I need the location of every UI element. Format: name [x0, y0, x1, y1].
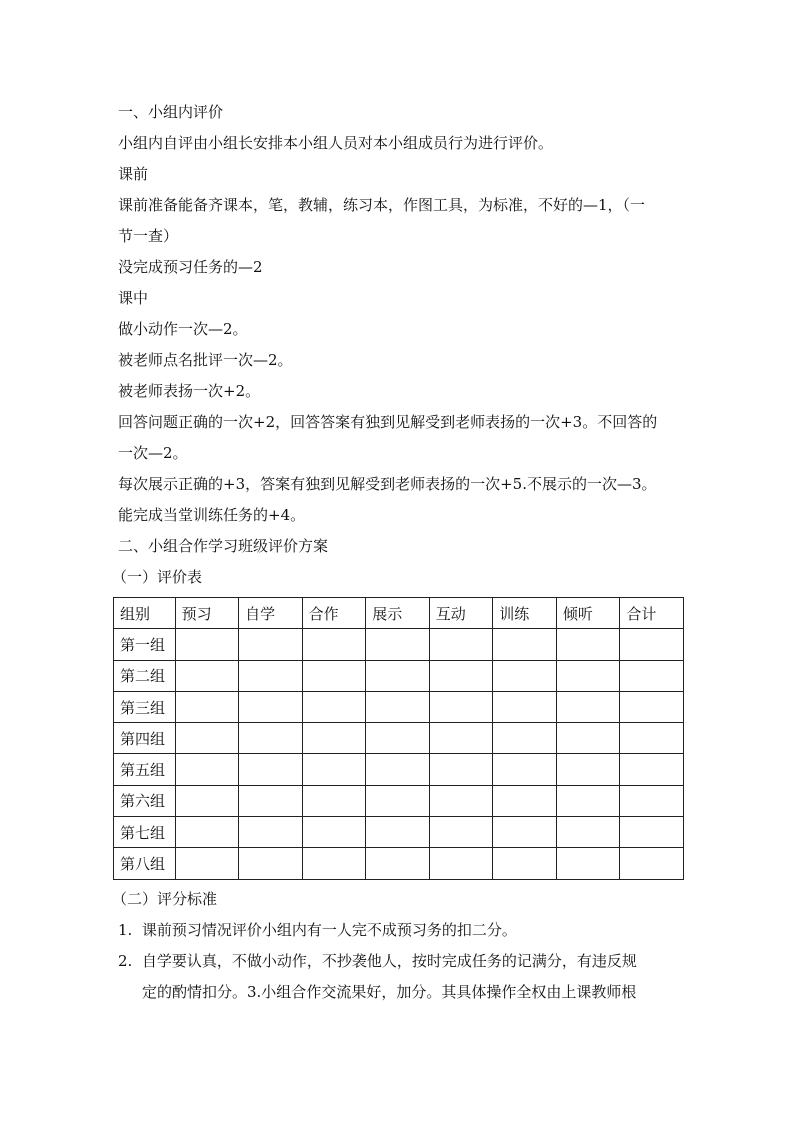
score-cell	[620, 785, 684, 816]
score-cell	[366, 754, 430, 785]
group-name-cell: 第七组	[114, 817, 176, 848]
section-2-heading: 二、小组合作学习班级评价方案	[118, 537, 329, 555]
score-cell	[175, 691, 239, 722]
section-1	[112, 97, 688, 593]
score-cell	[429, 754, 493, 785]
table-row	[114, 785, 684, 816]
score-cell	[239, 817, 303, 848]
score-cell	[620, 629, 684, 660]
paragraph-line: 回答问题正确的一次+2，回答答案有独到见解受到老师表扬的一次+3。不回答的	[118, 413, 658, 431]
score-cell	[556, 817, 620, 848]
score-cell	[620, 848, 684, 879]
score-cell	[302, 691, 366, 722]
evaluation-table	[113, 597, 684, 880]
paragraph-line: 做小动作一次—2。	[118, 320, 248, 338]
paragraph-line: 每次展示正确的+3，答案有独到见解受到老师表扬的一次+5.不展示的一次—3。	[118, 475, 657, 493]
table-header-cell: 组别	[114, 598, 176, 629]
table-row	[114, 660, 684, 691]
score-cell	[175, 817, 239, 848]
criteria-item-continuation: 定的酌情扣分。3.小组合作交流果好，加分。其具体操作全权由上课教师根	[142, 983, 637, 1001]
criteria-item: 1. 课前预习情况评价小组内有一人完不成预习务的扣二分。	[118, 921, 517, 939]
score-cell	[556, 754, 620, 785]
score-cell	[175, 723, 239, 754]
table-header-cell: 合作	[302, 598, 366, 629]
criteria-item: 2. 自学要认真，不做小动作，不抄袭他人，按时完成任务的记满分，有违反规	[118, 952, 637, 970]
paragraph-line: 课中	[118, 289, 149, 307]
table-header-cell: 训练	[493, 598, 557, 629]
group-name-cell: 第六组	[114, 785, 176, 816]
score-cell	[493, 691, 557, 722]
table-row	[114, 754, 684, 785]
scoring-criteria-title: （二）评分标准	[112, 890, 218, 908]
score-cell	[366, 660, 430, 691]
table-header-cell: 自学	[239, 598, 303, 629]
score-cell	[175, 629, 239, 660]
score-cell	[302, 660, 366, 691]
score-cell	[620, 691, 684, 722]
group-name-cell: 第八组	[114, 848, 176, 879]
table-row	[114, 691, 684, 722]
score-cell	[429, 723, 493, 754]
score-cell	[493, 785, 557, 816]
score-cell	[429, 691, 493, 722]
section-1-heading: 一、小组内评价	[118, 103, 224, 121]
group-name-cell: 第五组	[114, 754, 176, 785]
score-cell	[302, 723, 366, 754]
group-name-cell: 第一组	[114, 629, 176, 660]
score-cell	[239, 691, 303, 722]
score-cell	[493, 754, 557, 785]
score-cell	[620, 817, 684, 848]
score-cell	[620, 660, 684, 691]
table-header-cell: 倾听	[556, 598, 620, 629]
paragraph-line: 被老师表扬一次+2。	[118, 382, 261, 400]
score-cell	[175, 660, 239, 691]
score-cell	[620, 754, 684, 785]
score-cell	[556, 629, 620, 660]
score-cell	[302, 848, 366, 879]
paragraph-line: 没完成预习任务的—2	[118, 258, 263, 276]
score-cell	[556, 660, 620, 691]
score-cell	[302, 785, 366, 816]
score-cell	[429, 629, 493, 660]
table-header-cell: 合计	[620, 598, 684, 629]
group-name-cell: 第四组	[114, 723, 176, 754]
score-cell	[239, 754, 303, 785]
score-cell	[556, 785, 620, 816]
group-name-cell: 第二组	[114, 660, 176, 691]
score-cell	[239, 785, 303, 816]
score-cell	[366, 848, 430, 879]
table-row	[114, 817, 684, 848]
score-cell	[302, 629, 366, 660]
score-cell	[493, 848, 557, 879]
score-cell	[429, 785, 493, 816]
table-header-cell: 展示	[366, 598, 430, 629]
score-cell	[239, 629, 303, 660]
table-header-cell: 预习	[175, 598, 239, 629]
paragraph-line: 被老师点名批评一次—2。	[118, 351, 293, 369]
score-cell	[429, 660, 493, 691]
score-cell	[429, 848, 493, 879]
score-cell	[429, 817, 493, 848]
score-cell	[556, 723, 620, 754]
score-cell	[366, 691, 430, 722]
score-cell	[239, 723, 303, 754]
score-cell	[493, 723, 557, 754]
score-cell	[239, 848, 303, 879]
table-header-cell: 互动	[429, 598, 493, 629]
score-cell	[366, 629, 430, 660]
table-row	[114, 848, 684, 879]
score-cell	[366, 723, 430, 754]
paragraph-line: 一次—2。	[118, 444, 188, 462]
score-cell	[175, 785, 239, 816]
table-row	[114, 723, 684, 754]
paragraph-line: 课前准备能备齐课本，笔，教辅，练习本，作图工具，为标准，不好的—1，（一	[118, 196, 646, 214]
score-cell	[556, 691, 620, 722]
evaluation-table-title: （一）评价表	[112, 568, 203, 586]
group-name-cell: 第三组	[114, 691, 176, 722]
score-cell	[366, 817, 430, 848]
table-row	[114, 629, 684, 660]
score-cell	[302, 754, 366, 785]
score-cell	[493, 660, 557, 691]
paragraph-line: 能完成当堂训练任务的+4。	[118, 506, 306, 524]
paragraph-line: 小组内自评由小组长安排本小组人员对本小组成员行为进行评价。	[118, 134, 554, 152]
score-cell	[239, 660, 303, 691]
score-cell	[556, 848, 620, 879]
score-cell	[175, 754, 239, 785]
score-cell	[493, 817, 557, 848]
paragraph-line: 课前	[118, 165, 149, 183]
score-cell	[493, 629, 557, 660]
score-cell	[620, 723, 684, 754]
score-cell	[175, 848, 239, 879]
paragraph-line: 节一查）	[118, 227, 179, 245]
score-cell	[366, 785, 430, 816]
scoring-criteria	[112, 884, 688, 1008]
table-header-row	[114, 598, 684, 629]
score-cell	[302, 817, 366, 848]
